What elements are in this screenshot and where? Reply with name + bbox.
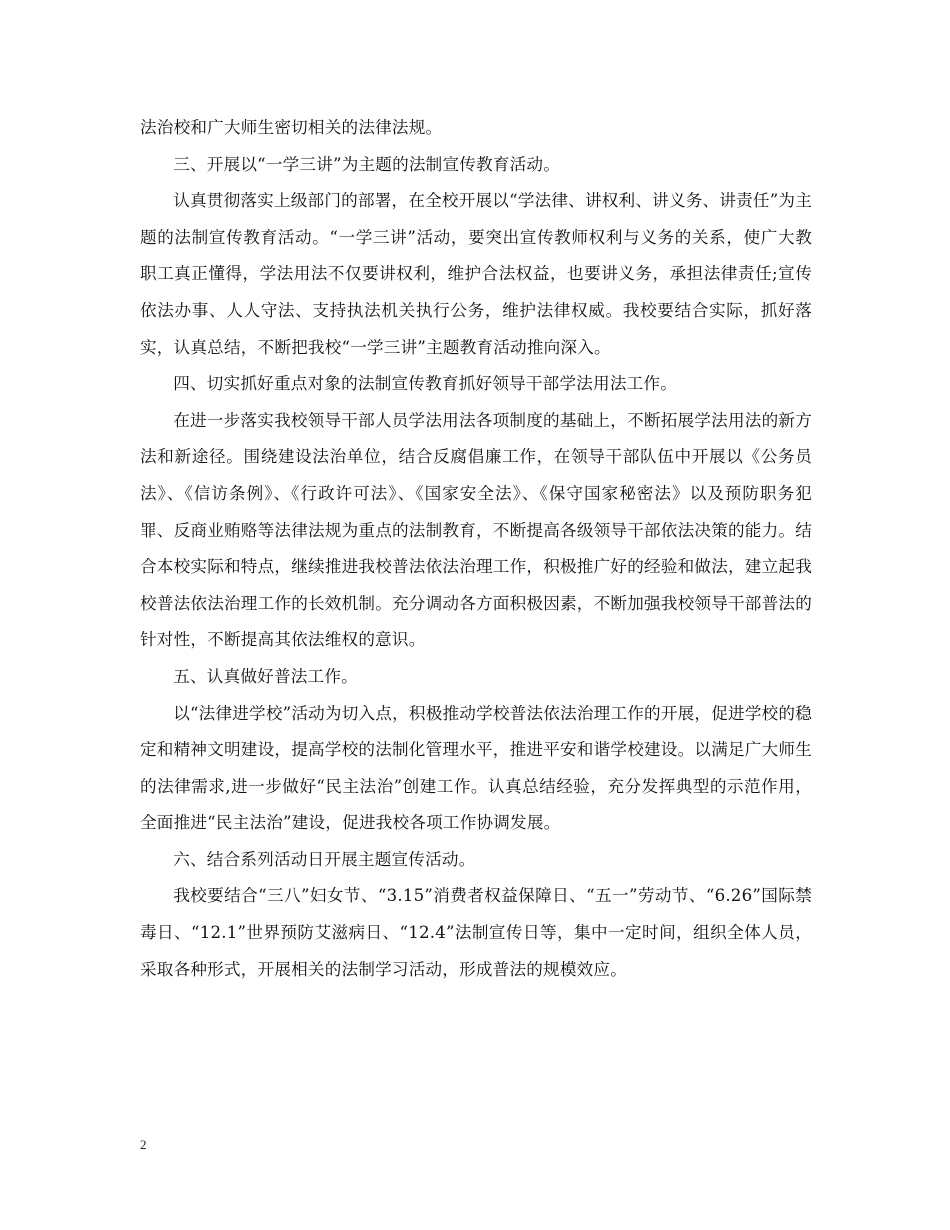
paragraph-continuation: 法治校和广大师生密切相关的法律法规。 <box>140 118 443 137</box>
section-heading-3: 三、开展以“一学三讲”为主题的法制宣传教育活动。 <box>173 154 561 174</box>
page-number: 2 <box>140 1137 147 1152</box>
paragraph-section-3: 认真贯彻落实上级部门的部署，在全校开展以“学法律、讲权利、讲义务、讲责任”为主题的法制宣传教育活动。“一学三讲”活动，要突出宣传教师权利与义务的关系，使广大教职工真正懂得，学法用法不仅要讲权利，维护合法权益，也要讲义务，承担法律责任;宣传依法办事、人人守法、支持执法机关执行公务，维护法律权威。我校要结合实际，抓好落实，认真总结，不断把我校“一学三讲”主题教育活动推向深入。 <box>140 191 812 357</box>
paragraph-section-5: 以“法律进学校”活动为切入点，积极推动学校普法依法治理工作的开展，促进学校的稳定和精神文明建设，提高学校的法制化管理水平，推进平安和谐学校建设。以满足广大师生的法律需求,进一步做好“民主法治”创建工作。认真总结经验，充分发挥典型的示范作用，全面推进“民主法治”建设，促进我校各项工作协调发展。 <box>140 703 812 833</box>
section-heading-4: 四、切实抓好重点对象的法制宣传教育抓好领导干部学法用法工作。 <box>173 374 677 394</box>
section-heading-6: 六、结合系列活动日开展主题宣传活动。 <box>173 849 476 869</box>
document-body <box>140 110 812 988</box>
paragraph-section-6: 我校要结合“三八”妇女节、“3.15”消费者权益保障日、“五一”劳动节、“6.26”国际禁毒日、“12.1”世界预防艾滋病日、“12.4”法制宣传日等，集中一定时间，组织全体人员，采取各种形式，开展相关的法制学习活动，形成普法的规模效应。 <box>140 886 812 979</box>
paragraph-section-4: 在进一步落实我校领导干部人员学法用法各项制度的基础上，不断拓展学法用法的新方法和新途径。围绕建设法治单位，结合反腐倡廉工作，在领导干部队伍中开展以《公务员法》、《信访条例》、《行政许可法》、《国家安全法》、《保守国家秘密法》以及预防职务犯罪、反商业贿赂等法律法规为重点的法制教育，不断提高各级领导干部依法决策的能力。结合本校实际和特点，继续推进我校普法依法治理工作，积极推广好的经验和做法，建立起我校普法依法治理工作的长效机制。充分调动各方面积极因素，不断加强我校领导干部普法的针对性，不断提高其依法维权的意识。 <box>140 410 812 650</box>
section-heading-5: 五、认真做好普法工作。 <box>173 666 358 686</box>
